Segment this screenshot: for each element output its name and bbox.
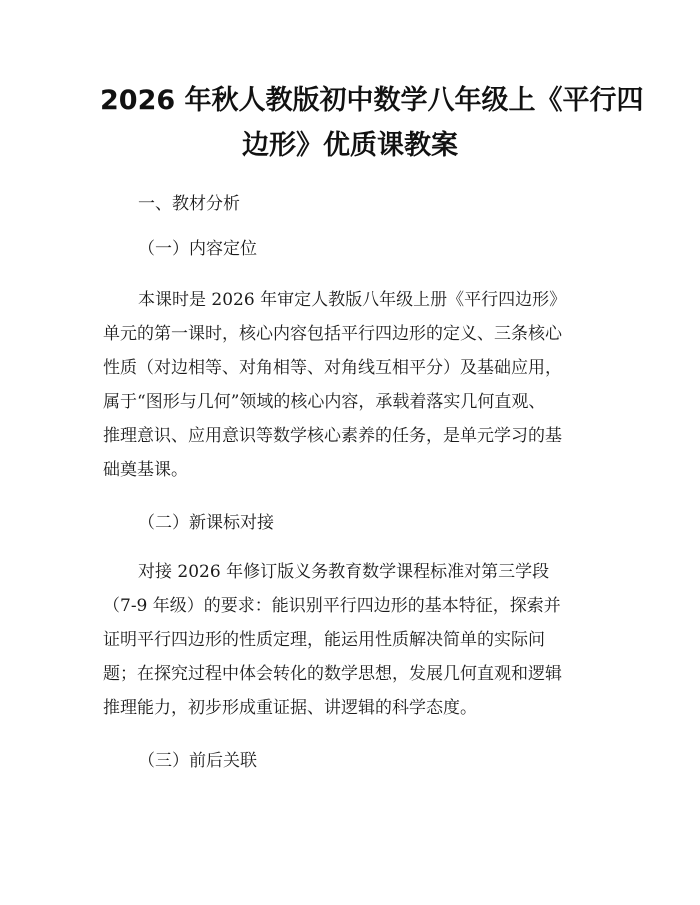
subheading-new-curriculum: （二）新课标对接 xyxy=(138,513,274,533)
paragraph-1-line: 单元的第一课时，核心内容包括平行四边形的定义、三条核心 xyxy=(103,324,562,344)
paragraph-1-line: 属于“图形与几何”领域的核心内容，承载着落实几何直观、 xyxy=(103,392,546,412)
section-heading-textbook-analysis: 一、教材分析 xyxy=(138,194,240,214)
subheading-connections: （三）前后关联 xyxy=(138,751,257,771)
paragraph-1-line: 本课时是 2026 年审定人教版八年级上册《平行四边形》 xyxy=(138,290,567,310)
paragraph-1-line: 推理意识、应用意识等数学核心素养的任务，是单元学习的基 xyxy=(103,426,562,446)
paragraph-1-line: 础奠基课。 xyxy=(103,460,188,480)
paragraph-2-line: 推理能力，初步形成重证据、讲逻辑的科学态度。 xyxy=(103,698,477,718)
paragraph-2-line: 题；在探究过程中体会转化的数学思想，发展几何直观和逻辑 xyxy=(103,664,562,684)
paragraph-1-line: 性质（对边相等、对角相等、对角线互相平分）及基础应用， xyxy=(103,358,562,378)
subheading-content-positioning: （一）内容定位 xyxy=(138,239,257,259)
document-title-line-1: 2026 年秋人教版初中数学八年级上《平行四 xyxy=(100,85,644,116)
document-title-line-2: 边形》优质课教案 xyxy=(242,130,458,161)
paragraph-2-line: 对接 2026 年修订版义务教育数学课程标准对第三学段 xyxy=(138,562,550,582)
paragraph-2-line: （7-9 年级）的要求：能识别平行四边形的基本特征，探索并 xyxy=(103,596,561,616)
paragraph-2-line: 证明平行四边形的性质定理，能运用性质解决简单的实际问 xyxy=(103,630,545,650)
